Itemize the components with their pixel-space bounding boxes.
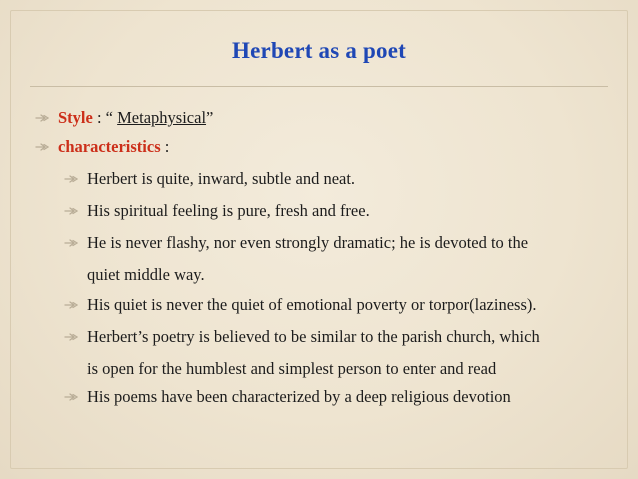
sub-item-5: [64, 322, 604, 383]
sub-item-4: [64, 290, 604, 319]
feather-arrow-bullet-icon: [64, 228, 78, 257]
title-divider: [30, 86, 608, 87]
feather-arrow-bullet-icon: [64, 322, 78, 351]
feather-arrow-bullet-icon: [64, 290, 78, 319]
style-line: [58, 103, 213, 132]
sub-item-2: [64, 196, 604, 225]
feather-arrow-bullet-icon: [64, 196, 78, 225]
slide-title: Herbert as a poet: [232, 38, 406, 63]
sub-item-text: Herbert’s poetry is believed to be similar to the parish church, which: [87, 327, 540, 346]
characteristics-label: characteristics: [58, 137, 161, 156]
style-value: Metaphysical: [117, 108, 207, 127]
sub-item-text: His quiet is never the quiet of emotional poverty or torpor(laziness).: [87, 295, 537, 314]
sub-item-text: He is never flashy, nor even strongly dramatic; he is devoted to the: [87, 233, 529, 252]
sub-item-body: [87, 228, 528, 289]
sub-item-text: Herbert is quite, inward, subtle and neat.: [87, 169, 356, 188]
style-separator: : “: [92, 108, 118, 127]
sub-item-1: [64, 164, 604, 193]
feather-arrow-bullet-icon: [64, 382, 78, 411]
style-close-quote: ”: [206, 108, 214, 127]
sub-item-3: [64, 228, 604, 289]
feather-arrow-bullet-icon: [35, 103, 49, 132]
feather-arrow-bullet-icon: [35, 132, 49, 161]
sub-item-body: [87, 322, 540, 383]
style-label: Style: [58, 108, 93, 127]
bullet-item-characteristics: [35, 132, 169, 161]
feather-arrow-bullet-icon: [64, 164, 78, 193]
sub-item-continuation: quiet middle way.: [87, 265, 205, 284]
sub-item-6: [64, 382, 604, 411]
characteristics-separator: :: [160, 137, 170, 156]
sub-item-text: His spiritual feeling is pure, fresh and free.: [87, 201, 370, 220]
sub-item-continuation: is open for the humblest and simplest person to enter and read: [87, 359, 497, 378]
sub-item-text: His poems have been characterized by a deep religious devotion: [87, 387, 511, 406]
characteristics-line: [58, 132, 169, 161]
bullet-item-style: [35, 103, 213, 132]
